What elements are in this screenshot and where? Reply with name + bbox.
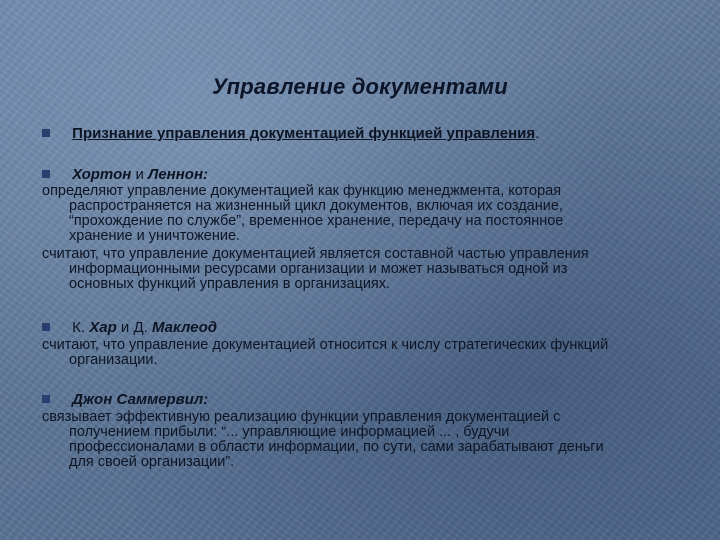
author-lennon: Леннон: bbox=[148, 166, 209, 183]
paragraph-summerville bbox=[42, 410, 682, 470]
para-line: считают, что управление документацией является составной частью управления bbox=[42, 246, 589, 262]
para-line: для своей организации”. bbox=[69, 454, 235, 470]
square-bullet-icon bbox=[42, 323, 50, 331]
bullet-item-summerville bbox=[42, 392, 208, 408]
author-macleod: Маклеод bbox=[151, 319, 218, 336]
conjunction: и bbox=[131, 166, 149, 183]
para-line: считают, что управление документацией относится к числу стратегических функций bbox=[42, 337, 609, 353]
conjunction: и Д. bbox=[116, 319, 152, 336]
author-summerville: Джон Саммервил: bbox=[72, 391, 209, 408]
author-har: Хар bbox=[89, 319, 117, 336]
paragraph-horton-lennon-2 bbox=[42, 247, 682, 292]
para-line: определяют управление документацией как функцию менеджмента, которая bbox=[42, 183, 562, 199]
para-line: информационными ресурсами организации и может называться одной из bbox=[69, 261, 568, 277]
para-line: организации. bbox=[69, 352, 158, 368]
square-bullet-icon bbox=[42, 129, 50, 137]
bullet-item-har-macleod bbox=[42, 320, 217, 336]
prefix-initial: К. bbox=[72, 319, 90, 336]
para-line: получением прибыли: “... управляющие информацией ... , будучи bbox=[69, 424, 510, 440]
para-line: “прохождение по службе”, временное хранение, передачу на постоянное bbox=[69, 213, 564, 229]
para-line: распространяется на жизненный цикл документов, включая их создание, bbox=[69, 198, 563, 214]
paragraph-har-macleod bbox=[42, 338, 682, 368]
item1-text: Признание управления документацией функцией управления bbox=[72, 125, 536, 142]
author-horton: Хортон bbox=[72, 166, 132, 183]
para-line: хранение и уничтожение. bbox=[69, 228, 241, 244]
para-line: связывает эффективную реализацию функции управления документацией с bbox=[42, 409, 561, 425]
slide-title: Управление документами bbox=[212, 74, 508, 99]
item1-suffix: . bbox=[535, 125, 540, 142]
square-bullet-icon bbox=[42, 170, 50, 178]
square-bullet-icon bbox=[42, 395, 50, 403]
para-line: профессионалами в области информации, по сути, сами зарабатывают деньги bbox=[69, 439, 604, 455]
paragraph-horton-lennon-1 bbox=[42, 184, 682, 244]
bullet-item-horton-lennon bbox=[42, 167, 208, 183]
bullet-item-recognition bbox=[42, 126, 539, 142]
para-line: основных функций управления в организациях. bbox=[69, 276, 391, 292]
